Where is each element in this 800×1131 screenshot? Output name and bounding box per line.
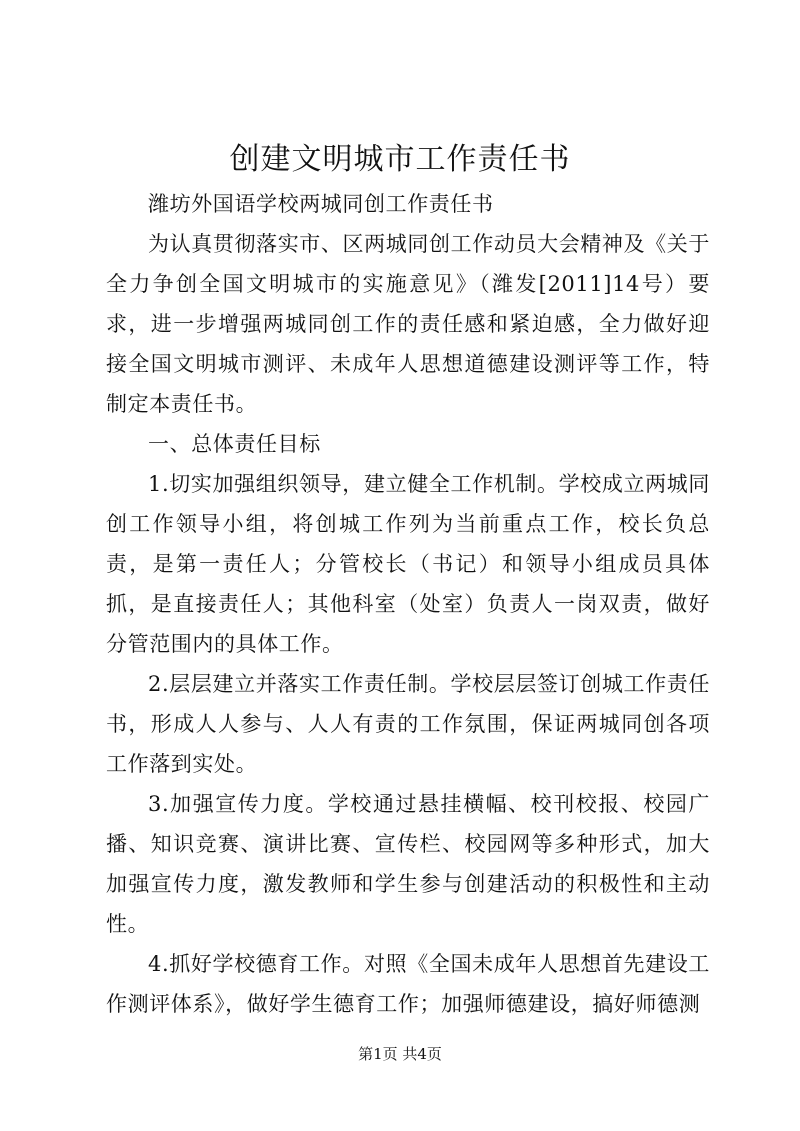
item-paragraph-2: 2.层层建立并落实工作责任制。学校层层签订创城工作责任书，形成人人参与、人人有责的工作氛围，保证两城同创各项工作落到实处。: [106, 672, 710, 776]
page-footer: 第1页 共4页: [358, 1045, 442, 1063]
intro-paragraph: 为认真贯彻落实市、区两城同创工作动员大会精神及《关于全力争创全国文明城市的实施意见》（潍发[2011]14号）要求，进一步增强两城同创工作的责任感和紧迫感，全力做好迎接全国文明城市测评、未成年人思想道德建设测评等工作，特制定本责任书。: [106, 232, 710, 416]
item-paragraph-4: 4.抓好学校德育工作。对照《全国未成年人思想首先建设工作测评体系》，做好学生德育工作；加强师德建设，搞好师德测: [106, 952, 710, 1016]
document-title: 创建文明城市工作责任书: [229, 142, 571, 177]
section-heading: 一、总体责任目标: [148, 432, 321, 456]
document-body: [106, 184, 710, 1024]
subtitle-paragraph: 潍坊外国语学校两城同创工作责任书: [148, 192, 494, 216]
item-paragraph-1: 1.切实加强组织领导，建立健全工作机制。学校成立两城同创工作领导小组，将创城工作列为当前重点工作，校长负总责，是第一责任人；分管校长（书记）和领导小组成员具体抓，是直接责任人；其他科室（处室）负责人一岗双责，做好分管范围内的具体工作。: [106, 472, 710, 656]
item-paragraph-3: 3.加强宣传力度。学校通过悬挂横幅、校刊校报、校园广播、知识竞赛、演讲比赛、宣传栏、校园网等多种形式，加大加强宣传力度，激发教师和学生参与创建活动的积极性和主动性。: [106, 792, 710, 936]
